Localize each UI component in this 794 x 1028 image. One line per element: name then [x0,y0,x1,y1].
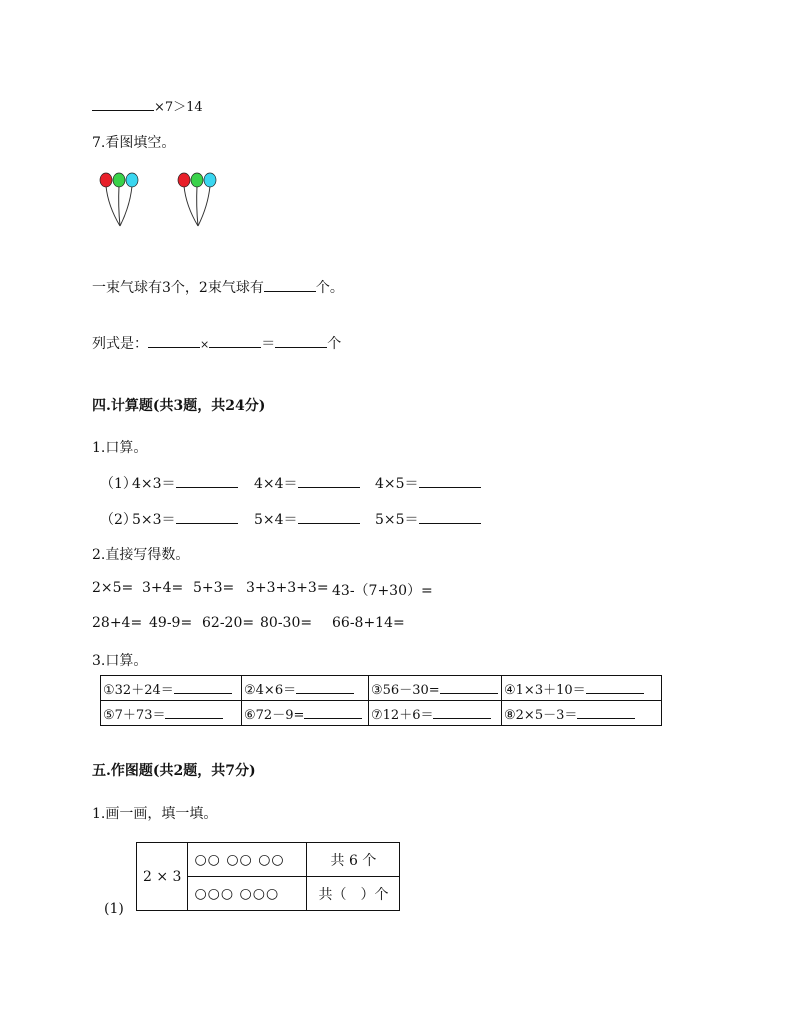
s4-q3-title: 3.口算。 [92,653,148,669]
oral-item: 4×4＝ [254,473,360,493]
s4-q2-item: 2×5= [92,580,134,596]
section5-heading: 五.作图题(共2题，共7分) [92,763,256,779]
answer-blank[interactable] [419,473,481,488]
answer-blank[interactable] [209,333,261,348]
answer-blank[interactable] [264,277,316,292]
s4-q2-item: 3+4= [142,580,184,596]
answer-blank[interactable] [174,679,232,694]
equals-sign: ＝ [261,336,276,352]
top-fragment [92,96,203,115]
table-cell: ⑧2×5－3＝ [502,701,662,726]
s4-q2-item: 3+3+3+3= [246,580,329,596]
balloon-bunch-icon [176,172,220,230]
oral-item: 5×5＝ [375,509,481,529]
s4-q1-row2-label: （2） [100,512,137,528]
table-cell: ③56－30= [369,676,502,701]
table-cell: ④1×3＋10＝ [502,676,662,701]
answer-blank[interactable] [176,509,238,524]
table-cell: ⑥72－9= [242,701,369,726]
q7-sentence-part2: 个。 [315,280,344,296]
top-expression: ×7＞14 [154,100,203,115]
s4-q2-item: 43-（7+30）= [332,583,433,599]
q7-sentence [92,277,344,297]
circles-cell: ○○ ○○ ○○ [188,843,307,877]
oral-item: 5×3＝ [132,509,238,529]
total-answer-cell[interactable]: 共（ ）个 [307,877,400,911]
oral-item: 4×3＝ [132,473,238,493]
q7-sentence-part1: 一束气球有3个，2束气球有 [92,280,264,296]
table-cell: ①32＋24＝ [101,676,242,701]
table-cell: ⑤7＋73＝ [101,701,242,726]
formula-label: 列式是： [92,336,148,352]
s4-q1-title: 1.口算。 [92,440,148,456]
answer-blank[interactable] [433,704,491,719]
answer-blank[interactable] [586,679,644,694]
s4-q3-table [100,675,662,726]
q7-title: 7.看图填空。 [92,135,176,151]
s4-q2-title: 2.直接写得数。 [92,547,190,563]
circles-cell: ○○○ ○○○ [188,877,307,911]
total-cell: 共 6 个 [307,843,400,877]
answer-blank[interactable] [165,704,223,719]
table-cell: ②4×6＝ [242,676,369,701]
answer-blank[interactable] [275,333,327,348]
s4-q2-item: 49-9= [149,615,193,631]
s4-q2-item: 62-20= [202,615,255,631]
times-sign: × [200,338,210,351]
answer-blank[interactable] [419,509,481,524]
balloon-bunch-icon [98,172,142,230]
answer-blank[interactable] [304,704,362,719]
table-row [101,701,662,726]
answer-blank[interactable] [440,679,498,694]
s5-q1-table [136,842,400,911]
table-row [137,843,400,877]
s5-q1-title: 1.画一画，填一填。 [92,806,218,822]
answer-blank[interactable] [296,679,354,694]
s4-q2-item: 28+4= [92,615,143,631]
s4-q1-row1-label: （1） [100,476,137,492]
unit-text: 个 [327,336,342,352]
s5-q1-label: (1) [104,901,124,917]
answer-blank[interactable] [577,704,635,719]
answer-blank[interactable] [176,473,238,488]
answer-blank[interactable] [298,473,360,488]
answer-blank[interactable] [92,96,154,111]
table-row [101,676,662,701]
expression-cell: 2 × 3 [137,843,188,911]
s4-q2-item: 5+3= [193,580,235,596]
oral-item: 5×4＝ [254,509,360,529]
answer-blank[interactable] [298,509,360,524]
s4-q2-item: 66-8+14= [332,615,405,631]
q7-formula [92,333,341,353]
oral-item: 4×5＝ [375,473,481,493]
s4-q2-item: 80-30= [260,615,313,631]
balloon-bunch-2 [176,172,220,230]
table-cell: ⑦12＋6＝ [369,701,502,726]
answer-blank[interactable] [148,333,200,348]
section4-heading: 四.计算题(共3题，共24分) [92,398,266,414]
balloon-bunch-1 [98,172,142,230]
